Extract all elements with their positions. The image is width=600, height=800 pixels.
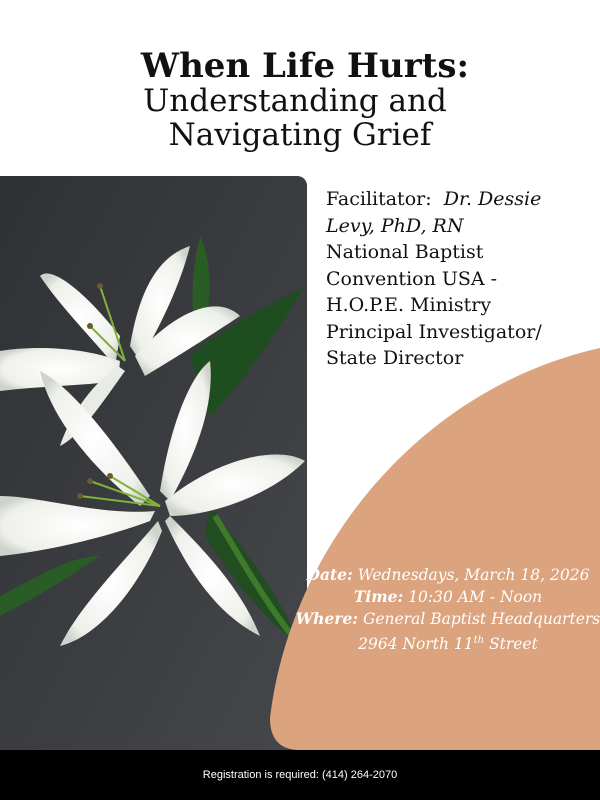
facilitator-name-part-1: Dr. Dessie [443,188,542,210]
facilitator-label: Facilitator: [326,188,432,210]
facilitator-role-2: State Director [326,347,464,369]
event-details [292,564,600,655]
time-label: Time: [353,587,404,606]
facilitator-line-1 [326,186,596,213]
where-label: Where: [295,609,359,628]
facilitator-role-1: Principal Investigator/ [326,320,542,343]
registration-footer [0,750,600,800]
facilitator-info [326,186,596,372]
facilitator-name-part-2: Levy, PhD, RN [326,214,464,237]
title-line-1: When Life Hurts: [140,46,470,86]
event-time [292,586,600,608]
date-value: Wednesdays, March 18, 2026 [357,566,590,584]
accent-arc-shape [270,348,600,750]
registration-text: Registration is required: (414) 264-2070 [202,769,398,781]
time-value: 10:30 AM - Noon [408,588,543,606]
title-line-2: Understanding and [143,83,447,119]
lily-photo [0,176,307,750]
event-date [292,564,600,586]
event-address [292,630,600,655]
title-line-3: Navigating Grief [168,117,432,153]
address-suffix: Street [489,635,538,654]
flyer-title [0,48,600,152]
date-label: Date: [306,565,353,584]
address-sup: th [473,635,485,646]
facilitator-org-3: H.O.P.E. Ministry [326,294,492,316]
facilitator-org-1: National Baptist [326,241,484,263]
facilitator-org-2: Convention USA - [326,267,498,290]
event-where [292,608,600,630]
address-prefix: 2964 North 11 [358,635,474,654]
white-lily-flowers-icon [0,176,307,750]
where-value: General Baptist Headquarters [362,610,600,628]
